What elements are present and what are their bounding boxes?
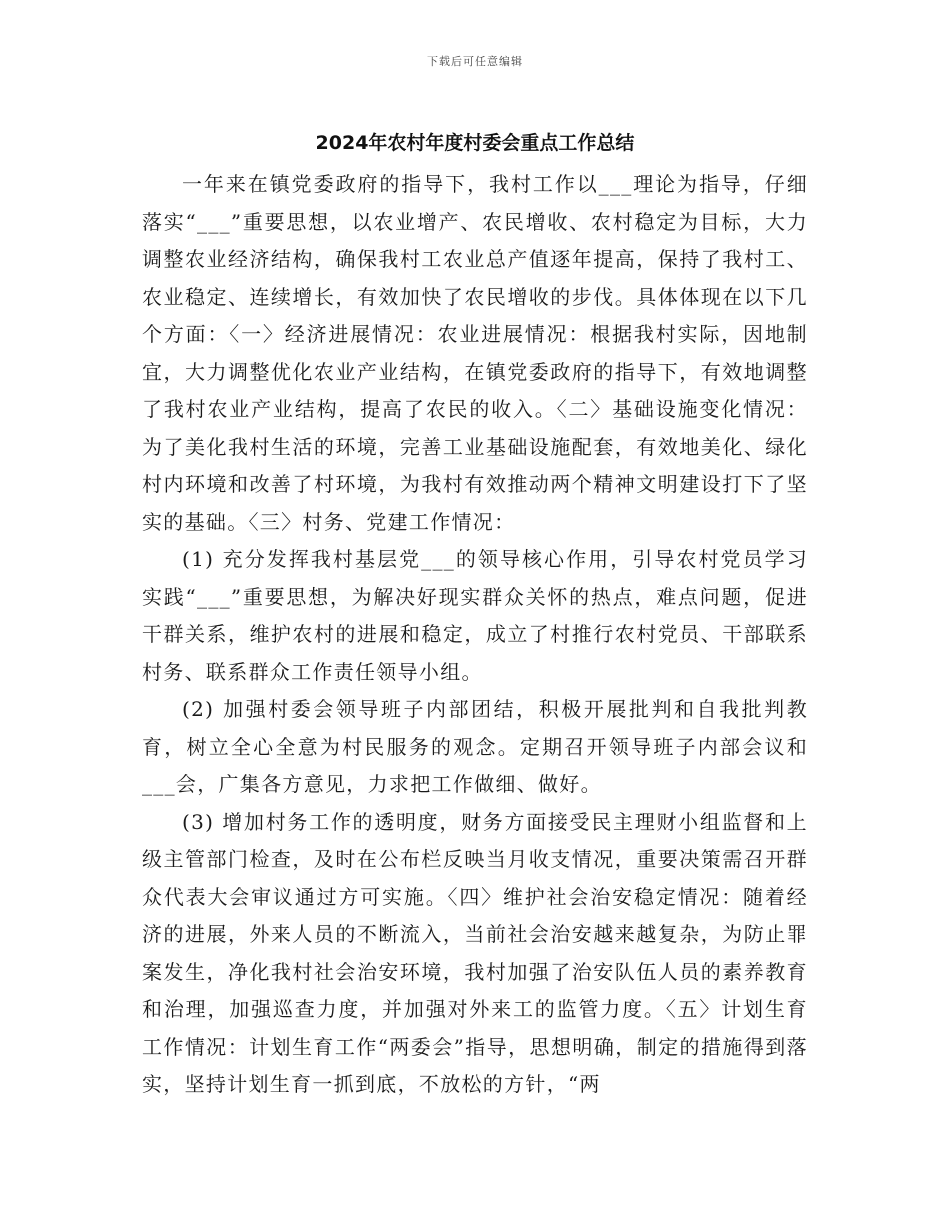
document-body bbox=[142, 166, 808, 1104]
document-title: 2024年农村年度村委会重点工作总结 bbox=[315, 132, 635, 154]
paragraph-item-3: (3) 增加村务工作的透明度，财务方面接受民主理财小组监督和上级主管部门检查，及时在公布栏反映当月收支情况，重要决策需召开群众代表大会审议通过方可实施。〈四〉维护社会治安稳定情况：随着经济的进展，外来人员的不断流入，当前社会治安越来越复杂，为防止罪案发生，净化我村社会治安环境，我村加强了治安队伍人员的素养教育和治理，加强巡查力度，并加强对外来工的监管力度。〈五〉计划生育工作情况：计划生育工作“两委会”指导，思想明确，制定的措施得到落实，坚持计划生育一抓到底，不放松的方针，“两 bbox=[142, 809, 808, 1096]
paragraph-item-2: (2) 加强村委会领导班子内部团结，积极开展批判和自我批判教育，树立全心全意为村民服务的观念。定期召开领导班子内部会议和___会，广集各方意见，力求把工作做细、做好。 bbox=[142, 697, 808, 796]
paragraph-item-1: (1) 充分发挥我村基层党___的领导核心作用，引导农村党员学习实践“___”重要思想，为解决好现实群众关怀的热点，难点问题，促进干群关系，维护农村的进展和稳定，成立了村推行农村党员、干部联系村务、联系群众工作责任领导小组。 bbox=[142, 547, 808, 684]
page-header-note: 下载后可任意编辑 bbox=[427, 55, 523, 68]
paragraph-intro: 一年来在镇党委政府的指导下，我村工作以___理论为指导，仔细落实“___”重要思想，以农业增产、农民增收、农村稳定为目标，大力调整农业经济结构，确保我村工农业总产值逐年提高，保持了我村工、农业稳定、连续增长，有效加快了农民增收的步伐。具体体现在以下几个方面：〈一〉经济进展情况：农业进展情况：根据我村实际，因地制宜，大力调整优化农业产业结构，在镇党委政府的指导下，有效地调整了我村农业产业结构，提高了农民的收入。〈二〉基础设施变化情况：为了美化我村生活的环境，完善工业基础设施配套，有效地美化、绿化村内环境和改善了村环境，为我村有效推动两个精神文明建设打下了坚实的基础。〈三〉村务、党建工作情况： bbox=[142, 172, 808, 534]
